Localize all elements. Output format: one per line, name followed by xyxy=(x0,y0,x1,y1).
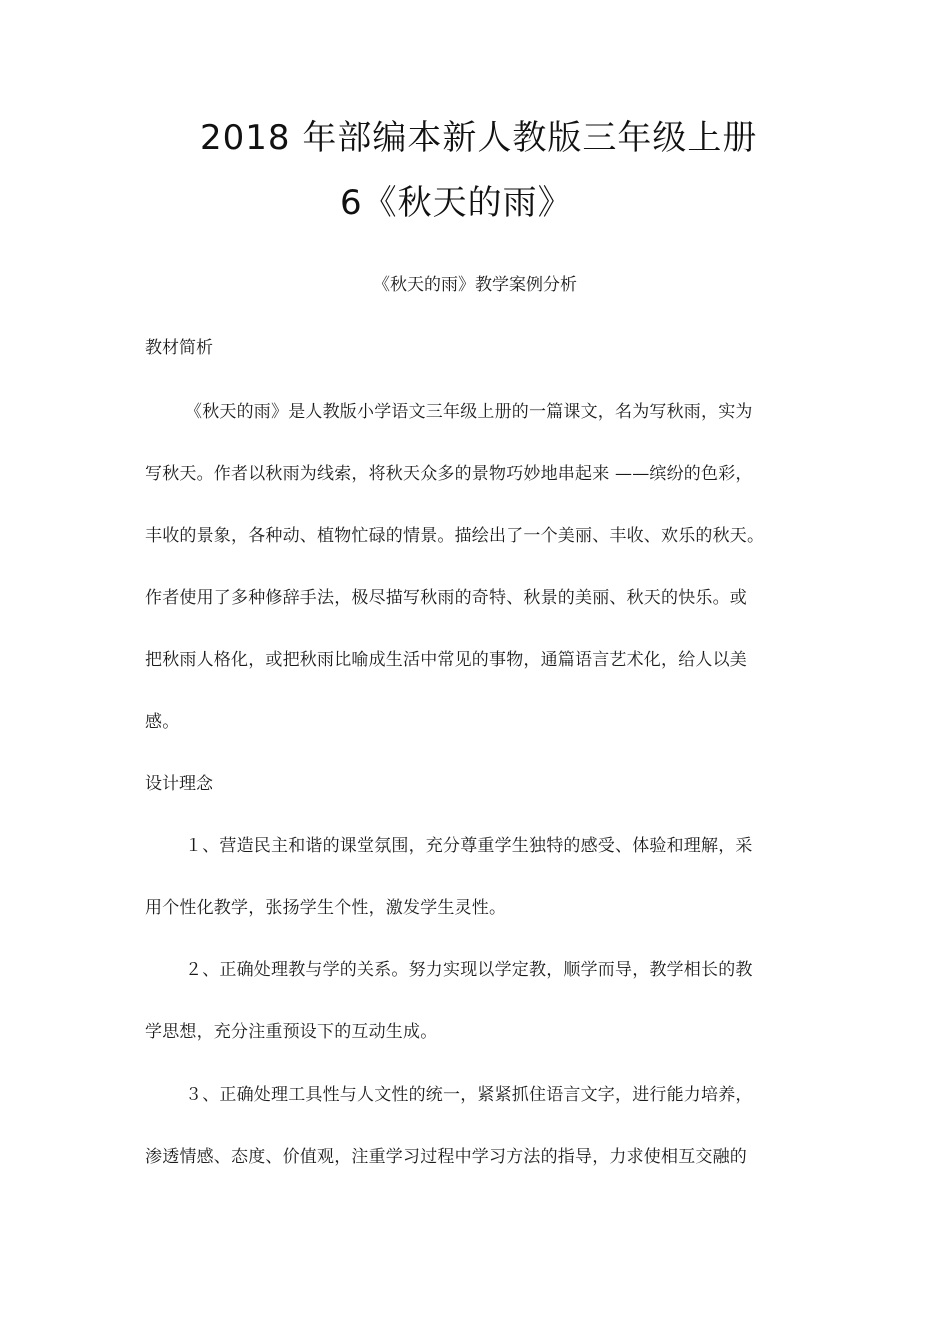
paragraph-line: 用个性化教学，张扬学生个性，激发学生灵性。 xyxy=(145,898,507,918)
paragraph-line: 作者使用了多种修辞手法，极尽描写秋雨的奇特、秋景的美丽、秋天的快乐。或 xyxy=(145,588,747,608)
paragraph-line: 学思想，充分注重预设下的互动生成。 xyxy=(145,1022,438,1042)
paragraph-line: ３、正确处理工具性与人文性的统一，紧紧抓住语言文字，进行能力培养， xyxy=(185,1085,753,1105)
paragraph-line: 感。 xyxy=(145,712,180,732)
document-subtitle: 《秋天的雨》教学案例分析 xyxy=(373,275,577,295)
paragraph-line: 写秋天。作者以秋雨为线索，将秋天众多的景物巧妙地串起来 ——缤纷的色彩， xyxy=(145,464,753,484)
paragraph-line: １、营造民主和谐的课堂氛围，充分尊重学生独特的感受、体验和理解，采 xyxy=(185,836,753,856)
document-title-line-2: 6《秋天的雨》 xyxy=(340,183,573,223)
section-heading-design-concept: 设计理念 xyxy=(145,774,213,794)
paragraph-line: 渗透情感、态度、价值观，注重学习过程中学习方法的指导，力求使相互交融的 xyxy=(145,1147,747,1167)
document-title-line-1: 2018 年部编本新人教版三年级上册 xyxy=(200,118,758,158)
paragraph-line: 丰收的景象，各种动、植物忙碌的情景。描绘出了一个美丽、丰收、欢乐的秋天。 xyxy=(145,526,765,546)
paragraph-line: ２、正确处理教与学的关系。努力实现以学定教，顺学而导，教学相长的教 xyxy=(185,960,753,980)
paragraph-line: 《秋天的雨》是人教版小学语文三年级上册的一篇课文，名为写秋雨，实为 xyxy=(185,402,753,422)
paragraph-line: 把秋雨人格化，或把秋雨比喻成生活中常见的事物，通篇语言艺术化，给人以美 xyxy=(145,650,747,670)
section-heading-materials: 教材简析 xyxy=(145,338,213,358)
